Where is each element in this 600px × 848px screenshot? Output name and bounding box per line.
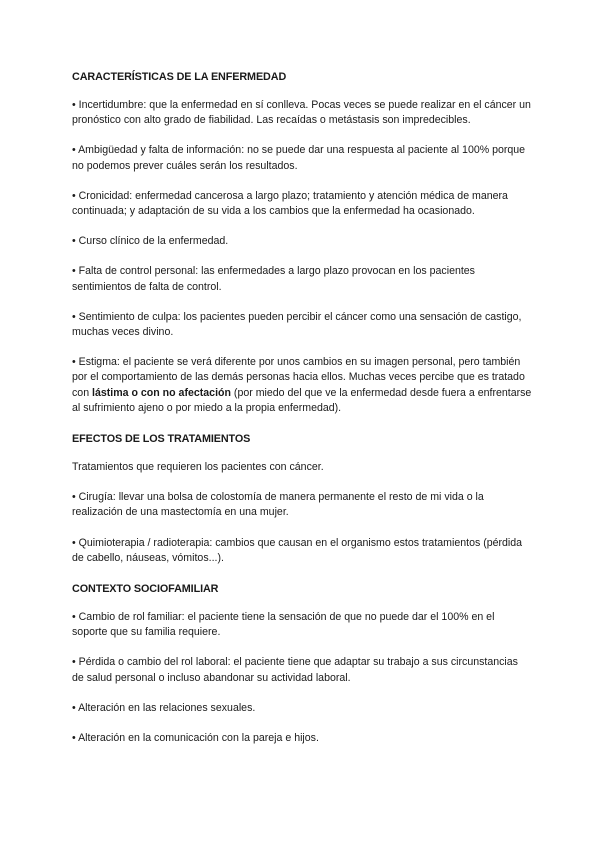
section-heading-contexto: CONTEXTO SOCIOFAMILIAR <box>72 583 219 596</box>
estigma-text-start: • Estigma: el paciente se verá diferente por unos cambios en su imagen personal, pero también por el comportamiento de las demás personas hacia ellos. Muchas veces percibe que es tratado con <box>72 356 525 399</box>
bullet-ambiguedad: • Ambigüedad y falta de información: no se puede dar una respuesta al paciente al 100% porque no podemos prever cuáles serán los resultados. <box>72 144 526 172</box>
bullet-falta-control: • Falta de control personal: las enfermedades a largo plazo provocan en los pacientes sentimientos de falta de control. <box>72 265 475 293</box>
bullet-cirugia: • Cirugía: llevar una bolsa de colostomía de manera permanente el resto de mi vida o la realización de una mastectomía en una mujer. <box>72 491 484 519</box>
bullet-incertidumbre: • Incertidumbre: que la enfermedad en sí conlleva. Pocas veces se puede realizar en el cáncer un pronóstico con alto grado de fiabilidad. Las recaídas o metástasis son impredecibles. <box>72 99 531 127</box>
section-heading-efectos: EFECTOS DE LOS TRATAMIENTOS <box>72 433 251 446</box>
bullet-comunicacion: • Alteración en la comunicación con la pareja e hijos. <box>72 732 319 745</box>
estigma-bold-phrase: lástima o con no afectación <box>92 386 231 399</box>
bullet-rol-familiar: • Cambio de rol familiar: el paciente tiene la sensación de que no puede dar el 100% en el soporte que su familia requiere. <box>72 611 495 639</box>
document-body <box>72 70 532 746</box>
bullet-curso-clinico: • Curso clínico de la enfermedad. <box>72 235 229 248</box>
bullet-rol-laboral: • Pérdida o cambio del rol laboral: el paciente tiene que adaptar su trabajo a sus circunstancias de salud personal o incluso abandonar su actividad laboral. <box>72 656 518 684</box>
bullet-quimioterapia: • Quimioterapia / radioterapia: cambios que causan en el organismo estos tratamientos (pérdida de cabello, náuseas, vómitos...). <box>72 536 523 564</box>
bullet-estigma <box>72 355 532 416</box>
estigma-text-end: (por miedo del que ve la enfermedad desde fuera a enfrentarse al sufrimiento ajeno o por miedo a la propia enfermedad). <box>72 386 532 414</box>
efectos-intro: Tratamientos que requieren los pacientes con cáncer. <box>72 461 324 474</box>
bullet-cronicidad: • Cronicidad: enfermedad cancerosa a largo plazo; tratamiento y atención médica de manera continuada; y adaptación de su vida a los cambios que la enfermedad ha ocasionado. <box>72 189 508 218</box>
bullet-relaciones-sexuales: • Alteración en las relaciones sexuales. <box>72 701 256 714</box>
bullet-culpa: • Sentimiento de culpa: los pacientes pueden percibir el cáncer como una sensación de castigo, muchas veces divino. <box>72 310 522 339</box>
section-heading-caracteristicas: CARACTERÍSTICAS DE LA ENFERMEDAD <box>72 71 287 83</box>
